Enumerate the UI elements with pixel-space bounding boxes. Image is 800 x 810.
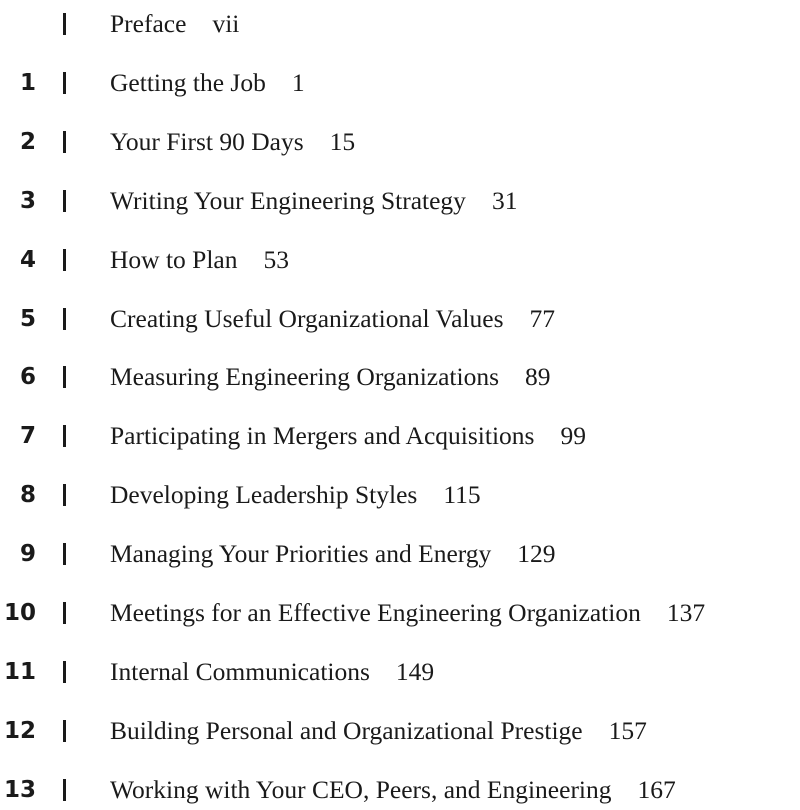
toc-entry[interactable] <box>0 534 800 574</box>
toc-entry[interactable] <box>0 240 800 280</box>
separator-bar <box>63 779 66 801</box>
toc-entry[interactable] <box>0 181 800 221</box>
toc-entry[interactable] <box>0 299 800 339</box>
toc-entry[interactable] <box>0 770 800 810</box>
page-number: 129 <box>517 539 556 569</box>
chapter-title[interactable]: Preface <box>110 9 187 38</box>
chapter-title[interactable]: Managing Your Priorities and Energy <box>110 539 492 569</box>
toc-entry[interactable] <box>0 416 800 456</box>
chapter-title[interactable]: Internal Communications <box>110 656 370 686</box>
separator-bar <box>63 131 66 153</box>
page-number: 15 <box>329 126 356 156</box>
page-number: 149 <box>395 656 435 686</box>
separator-bar <box>63 72 66 94</box>
chapter-number: 8 <box>19 482 36 509</box>
separator-bar <box>63 484 66 506</box>
separator-bar <box>63 661 66 683</box>
chapter-number: 1 <box>19 69 36 96</box>
chapter-title[interactable]: Participating in Mergers and Acquisitions <box>110 421 535 451</box>
toc-entry-text <box>110 652 434 692</box>
page-number: vii <box>212 9 240 38</box>
toc-entry-text <box>110 63 305 103</box>
chapter-number: 9 <box>19 541 36 568</box>
separator-bar <box>63 720 66 742</box>
chapter-number: 2 <box>19 128 36 155</box>
chapter-number: 6 <box>19 364 36 391</box>
chapter-number: 10 <box>3 600 36 626</box>
chapter-title[interactable]: Developing Leadership Styles <box>110 480 418 510</box>
separator-bar <box>63 602 66 624</box>
chapter-number: 3 <box>19 187 36 214</box>
page-number: 89 <box>525 362 551 392</box>
toc-entry-text <box>110 475 481 515</box>
page-number: 99 <box>560 421 586 451</box>
separator-bar <box>63 249 66 271</box>
toc-entry-text <box>110 534 556 574</box>
toc-entry-text <box>110 357 551 397</box>
chapter-number: 5 <box>19 305 36 332</box>
chapter-title[interactable]: Writing Your Engineering Strategy <box>110 185 466 215</box>
chapter-number: 12 <box>3 717 36 744</box>
chapter-title[interactable]: Getting the Job <box>110 67 266 97</box>
separator-bar <box>63 13 66 35</box>
separator-bar <box>63 308 66 330</box>
chapter-title[interactable]: Your First 90 Days <box>110 126 304 156</box>
chapter-number: 7 <box>19 423 36 450</box>
toc-entry[interactable] <box>0 63 800 103</box>
page-number: 137 <box>666 598 706 627</box>
toc-entry[interactable] <box>0 711 800 751</box>
chapter-number: 4 <box>19 246 36 273</box>
toc-entry-text <box>110 122 355 162</box>
separator-bar <box>63 543 66 565</box>
toc-entry-text <box>110 299 555 339</box>
page-number: 115 <box>443 480 481 510</box>
toc-entry[interactable] <box>0 652 800 692</box>
toc-entry-text <box>110 711 647 751</box>
chapter-title[interactable]: Working with Your CEO, Peers, and Engineering <box>110 774 612 804</box>
toc-entry[interactable] <box>0 357 800 397</box>
chapter-title[interactable]: How to Plan <box>110 244 238 274</box>
chapter-number: 11 <box>3 658 36 685</box>
toc-entry-text <box>110 770 676 810</box>
toc-entry-text <box>110 416 586 456</box>
separator-bar <box>63 425 66 447</box>
page-number: 31 <box>491 185 518 215</box>
toc-entry[interactable] <box>0 122 800 162</box>
chapter-title[interactable]: Creating Useful Organizational Values <box>110 303 504 333</box>
toc-entry-text <box>110 4 239 44</box>
chapter-number: 13 <box>3 776 36 803</box>
toc-entry[interactable] <box>0 475 800 515</box>
toc-entry[interactable] <box>0 4 800 44</box>
separator-bar <box>63 190 66 212</box>
chapter-title[interactable]: Meetings for an Effective Engineering Organization <box>110 598 641 627</box>
chapter-title[interactable]: Measuring Engineering Organizations <box>110 362 500 392</box>
toc-entry-text <box>110 240 289 280</box>
separator-bar <box>63 366 66 388</box>
chapter-title[interactable]: Building Personal and Organizational Prestige <box>110 715 583 745</box>
page-number: 1 <box>291 67 305 97</box>
page-number: 157 <box>608 715 647 745</box>
page-number: 53 <box>263 244 289 274</box>
page-number: 167 <box>637 774 676 804</box>
toc-entry-text <box>110 593 705 633</box>
toc-entry[interactable] <box>0 593 800 633</box>
toc-entry-text <box>110 181 517 221</box>
page-number: 77 <box>529 303 555 333</box>
